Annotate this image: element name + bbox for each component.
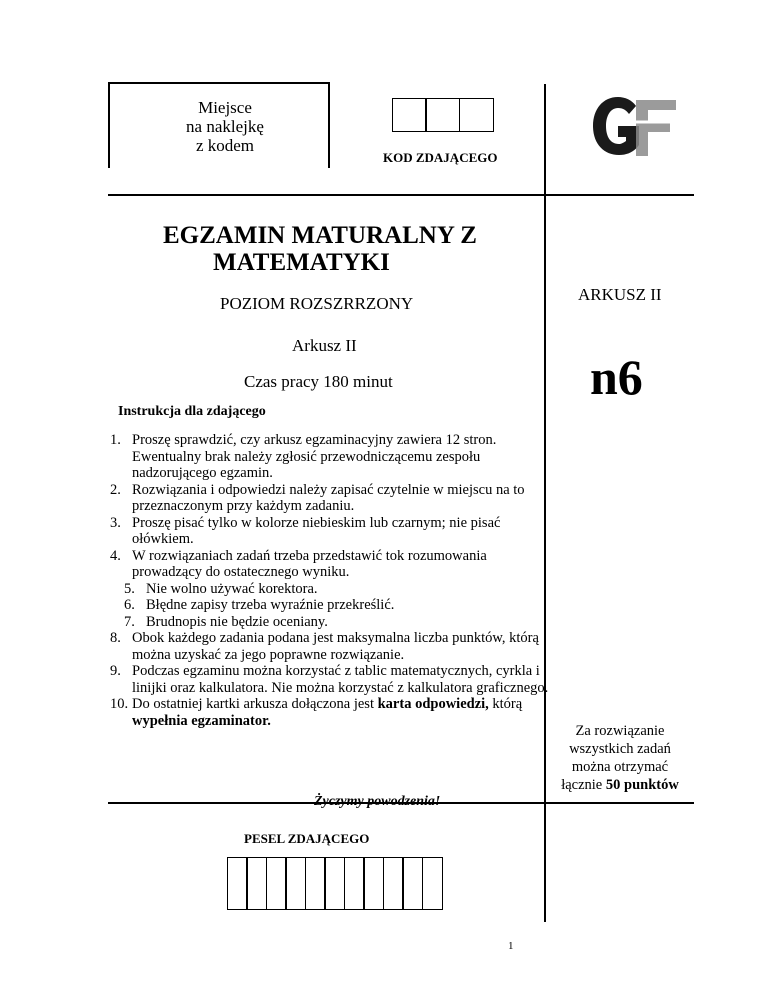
candidate-code-grid[interactable]: [393, 98, 494, 132]
header-rule: [108, 194, 694, 196]
exam-sheet: Arkusz II: [292, 336, 357, 355]
pesel-cell[interactable]: [383, 857, 404, 910]
exam-time: Czas pracy 180 minut: [244, 372, 393, 391]
pesel-label: PESEL ZDAJĄCEGO: [244, 831, 370, 846]
pesel-cell[interactable]: [363, 857, 384, 910]
candidate-code-label: KOD ZDAJĄCEGO: [383, 150, 498, 165]
pesel-cell[interactable]: [305, 857, 326, 910]
sticker-label: Miejsce na naklejkę z kodem: [186, 98, 264, 155]
list-item: 7. Brudnopis nie będzie oceniany.: [124, 613, 328, 630]
instructions-list: [110, 432, 550, 729]
pesel-cell[interactable]: [266, 857, 287, 910]
gf-logo-icon: [588, 92, 684, 162]
candidate-code-cell[interactable]: [459, 98, 494, 132]
sheet-code: n6: [590, 349, 643, 405]
candidate-code-cell[interactable]: [392, 98, 427, 132]
list-item: 9. Podczas egzaminu można korzystać z tablic matematycznych, cyrkla i linijki oraz kalkulatora. Nie można korzystać z kalkulatora graficznego.: [110, 663, 549, 696]
pesel-cell[interactable]: [285, 857, 306, 910]
candidate-code-cell[interactable]: [425, 98, 460, 132]
points-info: Za rozwiązanie wszystkich zadań można otrzymać łącznie 50 punktów: [561, 723, 679, 793]
list-item: 10. Do ostatniej kartki arkusza dołączona jest karta odpowiedzi, którą wypełnia egzaminator.: [110, 696, 523, 729]
list-item: 3. Proszę pisać tylko w kolorze niebieskim lub czarnym; nie pisać ołówkiem.: [110, 514, 501, 547]
exam-title: [163, 222, 543, 276]
page-number: 1: [508, 940, 514, 952]
pesel-cell[interactable]: [227, 857, 248, 910]
pesel-cell[interactable]: [422, 857, 443, 910]
exam-level: POZIOM ROZSZRRZONY: [220, 294, 414, 313]
list-item: 1. Proszę sprawdzić, czy arkusz egzaminacyjny zawiera 12 stron. Ewentualny brak należy zgłosić przewodniczącemu zespołu nadzorującego egzamin.: [110, 432, 497, 481]
list-item: 4. W rozwiązaniach zadań trzeba przedstawić tok rozumowania prowadzący do ostatecznego wyniku.: [110, 547, 487, 580]
good-luck-wish: Życzymy powodzenia!: [314, 794, 441, 809]
list-item: 8. Obok każdego zadania podana jest maksymalna liczba punktów, którą można uzyskać za jego poprawne rozwiązanie.: [110, 630, 539, 663]
pesel-cell[interactable]: [402, 857, 423, 910]
pesel-cell[interactable]: [324, 857, 345, 910]
exam-title-line2: MATEMATYKI: [213, 249, 390, 276]
exam-title-line1: EGZAMIN MATURALNY Z: [163, 222, 477, 249]
list-item: 2. Rozwiązania i odpowiedzi należy zapisać czytelnie w miejscu na to przeznaczonym przy każdym zadaniu.: [110, 481, 525, 514]
pesel-cell[interactable]: [246, 857, 267, 910]
list-item: 6. Błędne zapisy trzeba wyraźnie przekreślić.: [124, 597, 395, 613]
pesel-grid[interactable]: [228, 857, 443, 910]
pesel-cell[interactable]: [344, 857, 365, 910]
sheet-label: ARKUSZ II: [578, 285, 662, 304]
instructions-heading: Instrukcja dla zdającego: [118, 404, 266, 419]
list-item: 5. Nie wolno używać korektora.: [124, 580, 318, 597]
